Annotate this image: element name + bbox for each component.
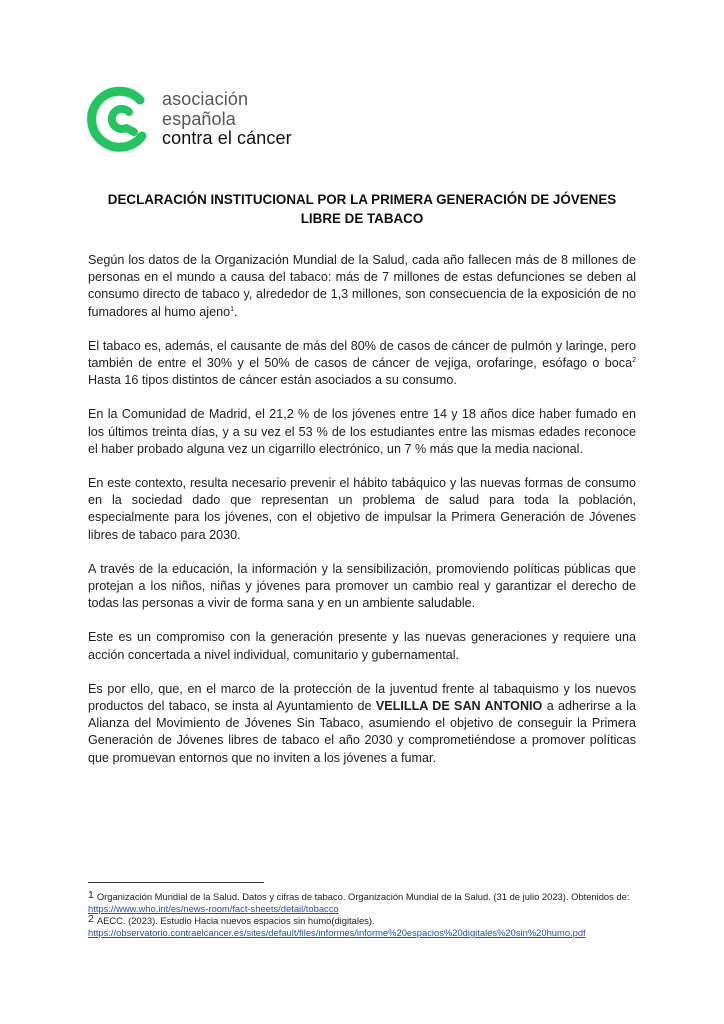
paragraph-2-end: Hasta 16 tipos distintos de cáncer están asociados a su consumo. [88, 373, 457, 388]
title-line-1: DECLARACIÓN INSTITUCIONAL POR LA PRIMERA GENERACIÓN DE JÓVENES [107, 192, 617, 207]
paragraph-6: Este es un compromiso con la generación presente y las nuevas generaciones y requiere una acción concertada a nivel individual, comunitario y gubernamental. [88, 630, 636, 662]
paragraph-5: A través de la educación, la información y la sensibilización, promoviendo políticas públicas que protejan a los niños, niñas y jóvenes para promover un cambio real y garantizar el derecho de todas las personas a vivir de forma sana y en un ambiente saludable. [88, 561, 636, 611]
footnote-link[interactable]: https://observatorio.contraelcancer.es/sites/default/files/informes/informe%20espacios%20digitales%20sin%20humo.pdf [88, 926, 586, 938]
aecc-logo [86, 86, 316, 156]
footnote-number: 1 [88, 889, 94, 901]
paragraph-2-text: El tabaco es, además, el causante de más del 80% de casos de cáncer de pulmón y laringe, pero también de entre el 30% y el 50% de casos de cáncer de vejiga, orofaringe, esófago o boca [88, 338, 636, 371]
brand-name [162, 90, 292, 149]
paragraph-1 [88, 252, 636, 321]
footnote-2 [88, 914, 648, 938]
paragraph-1-end: . [234, 304, 238, 319]
title-line-2: LIBRE DE TABACO [300, 211, 424, 226]
footnote-text: AECC. (2023). Estudio Hacia nuevos espacios sin humo(digitales). [96, 915, 375, 927]
brand-line-1: asociación [162, 89, 249, 109]
footnotes [88, 890, 648, 938]
footnote-divider [88, 882, 264, 883]
paragraph-7-start: Es por ello, que, en el marco de la protección de la juventud frente al tabaquismo y los nuevos productos del tabaco, se insta al Ayuntamiento de [88, 681, 636, 714]
municipality-name: VELILLA DE SAN ANTONIO [375, 699, 543, 714]
document-body [88, 252, 636, 784]
brand-line-2: española [162, 108, 236, 129]
document-title [88, 190, 636, 228]
paragraph-7-end: a adherirse a la Alianza del Movimiento de Jóvenes Sin Tabaco, asumiendo el objetivo de conseguir la Primera Generación de Jóvenes libres de tabaco el año 2030 y comprometiéndose a promover políticas que promuevan entornos que no inviten a los jóvenes a fumar. [88, 699, 637, 765]
paragraph-7 [88, 681, 636, 767]
footnote-link[interactable]: https://www.who.int/es/news-room/fact-sheets/detail/tobacco [88, 902, 339, 914]
paragraph-3: En la Comunidad de Madrid, el 21,2 % de los jóvenes entre 14 y 18 años dice haber fumado en los últimos treinta días, y a su vez el 53 % de los estudiantes entre las mismas edades reconoce el haber probado alguna vez un cigarrillo electrónico, un 7 % más que la media nacional. [88, 407, 636, 456]
footnote-number: 2 [88, 913, 94, 926]
paragraph-4: En este contexto, resulta necesario prevenir el hábito tabáquico y las nuevas formas de consumo en la sociedad dado que representan un problema de salud para toda la población, especialmente para los jóvenes, con el objetivo de impulsar la Primera Generación de Jóvenes libres de tabaco para 2030. [88, 476, 636, 542]
footnote-1 [88, 890, 648, 914]
paragraph-2 [88, 338, 636, 390]
brand-line-3: contra el cáncer [162, 128, 292, 148]
paragraph-1-text: Según los datos de la Organización Mundial de la Salud, cada año fallecen más de 8 millones de personas en el mundo a causa del tabaco: más de 7 millones de estas defunciones se deben al consumo directo de tabaco y, alrededor de 1,3 millones, son consecuencia de la exposición de no fumadores al humo ajeno [88, 253, 636, 319]
aecc-logo-icon [86, 86, 152, 152]
footnote-ref-1[interactable]: 1 [230, 305, 235, 313]
footnote-text: Organización Mundial de la Salud. Datos y cifras de tabaco. Organización Mundial de la Salud. (31 de julio 2023). Obtenidos de: [96, 891, 630, 902]
footnote-ref-2[interactable]: 2 [632, 356, 636, 364]
